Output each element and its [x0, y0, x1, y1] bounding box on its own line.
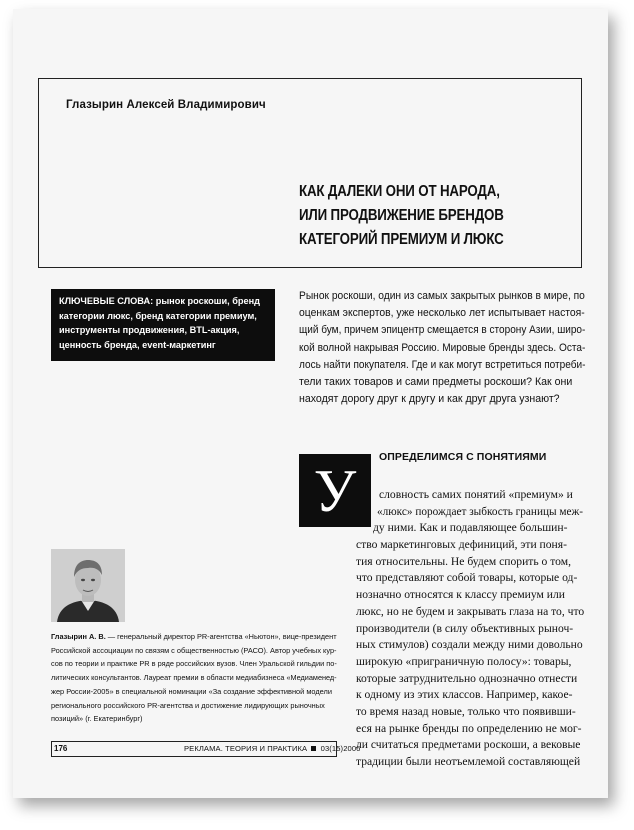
body-line: ду ними. Как и подавляющее большин-: [373, 521, 568, 535]
bio-line: Российской ассоциации по связям с общественностью (РАСО). Автор учебных кур-: [51, 645, 337, 655]
body-line: словность самих понятий «премиум» и: [379, 488, 573, 501]
body-line: нозначно относятся к классу премиум или: [356, 588, 565, 602]
article-lead: [299, 288, 585, 408]
lead-line: оценкам экспертов, уже несколько лет испытывает настоя-: [299, 307, 585, 320]
author-photo: [51, 549, 125, 622]
page-number: 176: [54, 744, 68, 753]
lead-line: щий бум, причем эпицентр смещается в сторону Азии, широ-: [299, 324, 586, 337]
body-line: тия относительны. Не будем спорить о том,: [356, 554, 571, 568]
bio-line: сов по теории и практике PR в ряде российских вузов. Член Уральской гильдии по-: [51, 659, 337, 669]
keywords-line: инструменты продвижения, BTL-акция,: [59, 325, 240, 335]
body-line: традиции были неотъемлемой составляющей: [356, 755, 581, 769]
body-line: широкую «приграничную полосу»: товары,: [356, 654, 572, 668]
body-line: что представляют собой товары, которые од-: [356, 571, 578, 585]
bio-line: — генеральный директор PR-агентства «Ньютон», вице-президент: [105, 632, 337, 641]
lead-line: тели таких товаров и сами предметы роскоши? Как они: [299, 376, 573, 389]
bio-line: регионального российского PR-агентства и достижение лидирующих рыночных: [51, 700, 325, 710]
issue-number: 03(15)2006: [320, 744, 361, 753]
footer-rule-top: [51, 741, 337, 742]
bio-line: позиций» (г. Екатеринбург): [51, 714, 143, 724]
body-line: люкс, но не будем и закрывать глаза на то, что: [356, 604, 585, 618]
bio-line: жер России-2005» в специальной номинации «За создание эффективной модели: [51, 686, 332, 696]
footer-rule-left: [51, 741, 52, 757]
body-line: то время назад новые, только что появивши-: [356, 705, 576, 719]
keywords-line: КЛЮЧЕВЫЕ СЛОВА: рынок роскоши, бренд: [59, 296, 260, 306]
body-line: которые затруднительно однозначно отнести: [356, 671, 578, 685]
bio-name: Глазырин А. В.: [51, 632, 106, 641]
square-bullet-icon: [311, 746, 316, 751]
lead-line: кой волной накрывая Россию. Мировые бренды здесь. Оста-: [299, 341, 586, 354]
section-heading: ОПРЕДЕЛИМСЯ С ПОНЯТИЯМИ: [379, 451, 547, 463]
keywords-box: [51, 289, 275, 361]
article-title: [299, 180, 523, 252]
keywords-line: ценность бренда, event-маркетинг: [59, 339, 216, 350]
body-line: производители (в силу объективных рыноч-: [356, 621, 574, 635]
lead-line: Рынок роскоши, один из самых закрытых рынков в мире, по: [299, 290, 585, 302]
journal-footer: [184, 744, 360, 753]
body-text-beside-dropcap: [373, 487, 585, 537]
body-line: «люкс» порождает зыбкость границы меж-: [377, 504, 584, 518]
body-line: ство маркетинговых дефиниций, эти поня-: [356, 538, 567, 551]
title-line: ИЛИ ПРОДВИЖЕНИЕ БРЕНДОВ: [299, 207, 504, 224]
author-bio: [51, 630, 341, 726]
journal-name: РЕКЛАМА. ТЕОРИЯ И ПРАКТИКА: [184, 744, 308, 753]
body-line: ли считаться предметами роскоши, а вековые: [356, 738, 581, 752]
title-line: КАТЕГОРИЙ ПРЕМИУМ И ЛЮКС: [299, 231, 504, 248]
drop-cap: У: [299, 454, 371, 527]
footer-rule-bottom: [51, 756, 337, 757]
lead-line: находят дорогу друг к другу и как друг друга узнают?: [299, 393, 560, 406]
body-text-column: [356, 537, 585, 771]
title-line: КАК ДАЛЕКИ ОНИ ОТ НАРОДА,: [299, 183, 500, 200]
body-line: еся на рынке бренды по определению не мог-: [356, 721, 582, 735]
body-line: к одному из этих классов. Например, какое-: [356, 688, 573, 702]
keywords-line: категории люкс, бренд категории премиум,: [59, 310, 257, 321]
author-name-heading: Глазырин Алексей Владимирович: [66, 99, 266, 111]
body-line: ных стимулов) создали между ними довольно: [356, 638, 583, 652]
lead-line: лось найти покупателя. Где и как могут встретиться потреби-: [299, 358, 586, 371]
bio-line: литических консультантов. Лауреат премии в области медиабизнеса «Медиаменед-: [51, 673, 337, 683]
